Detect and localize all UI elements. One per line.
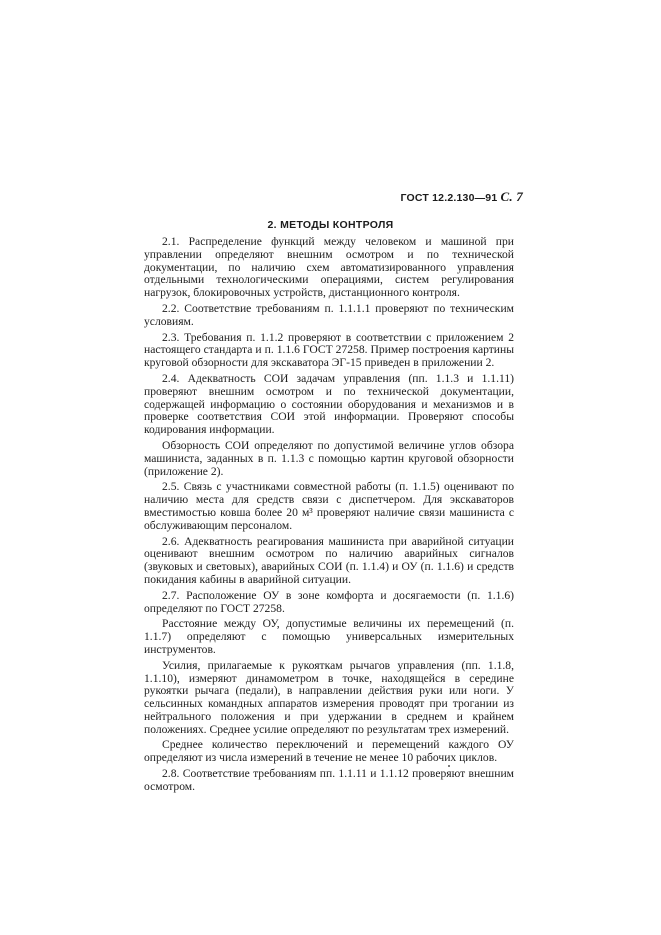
paragraph-2-7-distance: Расстояние между ОУ, допустимые величины их перемещений (п. 1.1.7) определяют с помощью универсальных измерительных инструментов. (144, 617, 514, 656)
body-text (144, 236, 514, 797)
paragraph-2-7: 2.7. Расположение ОУ в зоне комфорта и досягаемости (п. 1.1.6) определяют по ГОСТ 27258. (144, 588, 514, 615)
paragraph-2-1: 2.1. Распределение функций между человеком и машиной при управлении определяют внешним осмотром и по технической документации, по наличию схем автоматизированного управления отдельными технологическими операциями, систем регулирования нагрузок, блокировочных устройств, дистанционного контроля. (144, 235, 514, 300)
paragraph-2-5: 2.5. Связь с участниками совместной работы (п. 1.1.5) оценивают по наличию места для средств связи с диспетчером. Для экскаваторов вместимостью ковша более 20 м³ проверяют наличие связи машиниста с обслуживающим персоналом. (144, 480, 514, 532)
scan-speck (448, 765, 450, 767)
paragraph-2-2: 2.2. Соответствие требованиям п. 1.1.1.1 проверяют по техническим условиям. (144, 301, 514, 328)
paragraph-2-3: 2.3. Требования п. 1.1.2 проверяют в соответствии с приложением 2 настоящего стандарта и п. 1.1.6 ГОСТ 27258. Пример построения картины круговой обзорности для экскаватора ЭГ-15 приведен в приложении 2. (144, 330, 514, 370)
paragraph-2-4-visibility: Обзорность СОИ определяют по допустимой величине углов обзора машиниста, заданных в п. 1.1.3 с помощью картин круговой обзорности (приложение 2). (144, 438, 514, 478)
running-header (401, 189, 524, 205)
paragraph-2-7-switching: Среднее количество переключений и перемещений каждого ОУ определяют из числа измерений в течение не менее 10 рабочих циклов. (144, 738, 514, 765)
section-title: 2. МЕТОДЫ КОНТРОЛЯ (267, 219, 394, 231)
paragraph-2-8: 2.8. Соответствие требованиям пп. 1.1.11 и 1.1.12 проверяют внешним осмотром. (144, 767, 514, 793)
paragraph-2-7-forces: Усилия, прилагаемые к рукояткам рычагов управления (пп. 1.1.8, 1.1.10), измеряют динамометром в точке, находящейся в середине рукоятки рычага (педали), в направлении действия руки или ноги. У сельсинных командных аппаратов измерения проводят при трогании из нейтрального положения и при удержании в среднем и крайнем положениях. Среднее усилие определяют по результатам трех измерений. (144, 658, 514, 736)
paragraph-2-6: 2.6. Адекватность реагирования машиниста при аварийной ситуации оценивают внешним осмотром по наличию аварийных сигналов (звуковых и световых), аварийных СОИ (п. 1.1.4) и ОУ (п. 1.1.6) и средств покидания кабины в аварийной ситуации. (144, 534, 514, 586)
paragraph-2-4: 2.4. Адекватность СОИ задачам управления (пп. 1.1.3 и 1.1.11) проверяют внешним осмотром и по технической документации, содержащей информацию о состоянии оборудования и механизмов и в проверке соответствия СОИ этой информации. Проверяют способы кодирования информации. (144, 371, 514, 437)
standard-number: ГОСТ 12.2.130—91 (400, 192, 498, 204)
page-number: С. 7 (500, 189, 523, 204)
